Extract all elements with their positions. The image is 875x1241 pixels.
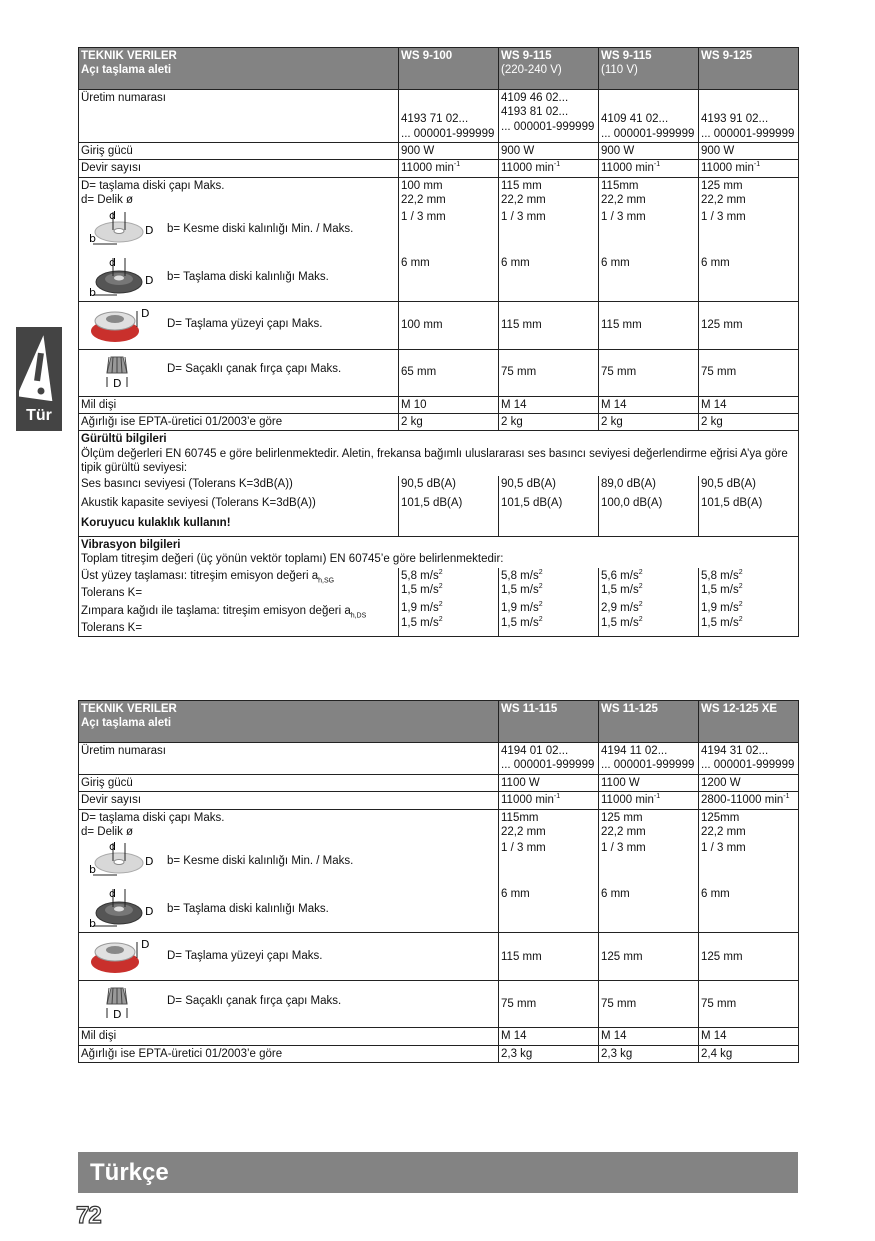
svg-text:d: d	[109, 887, 116, 901]
table-row: d b D b= Kesme diski kalınlığı Min. / Maks. 1 / 3 mm 1 / 3 mm 1 / 3 mm 1 / 3 mm	[79, 209, 799, 255]
svg-text:b: b	[89, 917, 96, 931]
model-header: WS 11-125	[599, 701, 699, 743]
vibration-title: Vibrasyon bilgileri	[81, 538, 181, 551]
svg-text:D: D	[113, 1008, 122, 1021]
table-row: d b D b= Taşlama diski kalınlığı Maks. 6 mm 6 mm 6 mm 6 mm	[79, 255, 799, 302]
svg-text:D: D	[145, 273, 154, 287]
model-header: WS 9-115 (220-240 V)	[499, 48, 599, 90]
svg-text:D: D	[145, 223, 154, 237]
table-row: Üretim numarası 4194 01 02... ... 000001-999999 4194 11 02... ... 000001-999999 4194 31 02... ... 000001-999999	[79, 743, 799, 775]
svg-text:b: b	[89, 863, 96, 877]
table-row: D D= Saçaklı çanak fırça çapı Maks. 75 mm 75 mm 75 mm	[79, 981, 799, 1028]
vibration-text: Toplam titreşim değeri (üç yönün vektör toplamı) EN 60745’e göre belirlenmektedir:	[81, 553, 504, 566]
sanding-pad-icon	[81, 934, 155, 978]
grinding-disc-icon	[81, 256, 155, 300]
table-row: Giriş gücü 900 W 900 W 900 W 900 W	[79, 143, 799, 160]
table-row: Ağırlığı ise EPTA-üretici 01/2003’e göre 2,3 kg 2,3 kg 2,4 kg	[79, 1045, 799, 1062]
table-title: TEKNIK VERILER Açı taşlama aleti	[79, 701, 499, 743]
cutting-disc-icon	[81, 210, 155, 250]
svg-text:d: d	[109, 841, 116, 854]
cup-brush-icon	[81, 351, 155, 389]
table-row: D D= Saçaklı çanak fırça çapı Maks. 65 mm 75 mm 75 mm 75 mm	[79, 349, 799, 396]
side-tab-label: Tür	[26, 407, 52, 424]
model-header: WS 12-125 XE	[699, 701, 799, 743]
table-row: Mil dişi M 10 M 14 M 14 M 14	[79, 396, 799, 413]
tech-data-table-1	[78, 47, 799, 637]
table-title: TEKNIK VERILER Açı taşlama aleti	[79, 48, 399, 90]
footer-language: Türkçe	[90, 1158, 169, 1186]
svg-text:D: D	[145, 855, 154, 869]
sanding-pad-icon	[81, 303, 155, 347]
table-row: Giriş gücü 1100 W 1100 W 1200 W	[79, 774, 799, 791]
warning-icon	[19, 331, 59, 401]
noise-section	[79, 431, 799, 477]
svg-text:D: D	[141, 306, 150, 320]
table-row: Üretim numarası 4193 71 02... ... 000001-999999 4109 46 02... 4193 81 02... ... 000001-999999 4109 41 02... ... 000001-999999 4193 91 02... ... 000001-999999	[79, 90, 799, 143]
table-row: Üst yüzey taşlaması: titreşim emisyon değeri $a_{h,SG}$ Tolerans K= Zımpara kağıdı ile taşlama: titreşim emisyon değeri $a_{h,DS}$ Tolerans K= 5,8 $m/s^2$ 1,5 $m/s^2$ 1,9 $m/s^2$ 1,5 $m/s^2$ 5,8 $m/s^2$ 1,5 $m/s^2$ 1,9 $m/s^2$ 1,5 $m/s^2$ 5,6 $m/s^2$ 1,5 $m/s^2$ 2,9 $m/s^2$ 1,5 $m/s^2$ 5,8 $m/s^2$ 1,5 $m/s^2$ 1,9 $m/s^2$ 1,5 $m/s^2$	[79, 568, 799, 637]
table-row: Mil dişi M 14 M 14 M 14	[79, 1028, 799, 1045]
cup-brush-icon	[81, 982, 155, 1020]
svg-text:d: d	[109, 209, 116, 222]
table-row: D= taşlama diski çapı Maks. d= Delik ø 115mm 22,2 mm 125 mm 22,2 mm 125mm 22,2 mm	[79, 809, 799, 840]
page-number: 72	[76, 1202, 101, 1229]
model-header: WS 11-115	[499, 701, 599, 743]
vibration-section	[79, 536, 799, 567]
svg-text:b: b	[89, 231, 96, 245]
table-row: Ağırlığı ise EPTA-üretici 01/2003’e göre 2 kg 2 kg 2 kg 2 kg	[79, 413, 799, 430]
grinding-disc-icon	[81, 887, 155, 931]
svg-text:d: d	[109, 255, 116, 269]
language-footer-bar	[78, 1152, 798, 1193]
noise-text: Ölçüm değerleri EN 60745 e göre belirlenmektedir. Aletin, frekansa bağımlı uluslararası ses basıncı seviyesi değerlendirme eğrisi A’ya göre tipik gürültü seviyesi:	[81, 447, 788, 474]
table-row: D D= Taşlama yüzeyi çapı Maks. 115 mm 125 mm 125 mm	[79, 933, 799, 981]
tech-data-table-2	[78, 700, 799, 1063]
table-row: D= taşlama diski çapı Maks. d= Delik ø 100 mm 22,2 mm 115 mm 22,2 mm 115mm 22,2 mm 125 mm 22,2 mm	[79, 177, 799, 208]
table-row: d b D b= Taşlama diski kalınlığı Maks. 6 mm 6 mm 6 mm	[79, 886, 799, 933]
svg-text:D: D	[141, 938, 150, 952]
svg-text:D: D	[113, 376, 122, 389]
noise-title: Gürültü bilgileri	[81, 433, 167, 446]
model-header: WS 9-115 (110 V)	[599, 48, 699, 90]
table-row: Devir sayısı 11000 $\min^{-1}$ 11000 $\min^{-1}$ 11000 $\min^{-1}$ 11000 $\min^{-1}$	[79, 160, 799, 177]
table-row: Devir sayısı 11000 $\min^{-1}$ 11000 $\min^{-1}$ 2800-11000 $\min^{-1}$	[79, 792, 799, 809]
model-header: WS 9-125	[699, 48, 799, 90]
model-header: WS 9-100	[399, 48, 499, 90]
table-row: d b D b= Kesme diski kalınlığı Min. / Maks. 1 / 3 mm 1 / 3 mm 1 / 3 mm	[79, 840, 799, 886]
table-row: D D= Taşlama yüzeyi çapı Maks. 100 mm 115 mm 115 mm 125 mm	[79, 301, 799, 349]
language-side-tab	[16, 327, 62, 431]
table-row: Ses basıncı seviyesi (Tolerans K=3dB(A)) Akustik kapasite seviyesi (Tolerans K=3dB(A)) Koruyucu kulaklık kullanın! 90,5 dB(A) 101,5 dB(A) 90,5 dB(A) 101,5 dB(A) 89,0 dB(A) 100,0 dB(A) 90,5 dB(A) 101,5 dB(A)	[79, 476, 799, 536]
cutting-disc-icon	[81, 841, 155, 881]
svg-text:D: D	[145, 905, 154, 919]
svg-text:b: b	[89, 285, 96, 299]
